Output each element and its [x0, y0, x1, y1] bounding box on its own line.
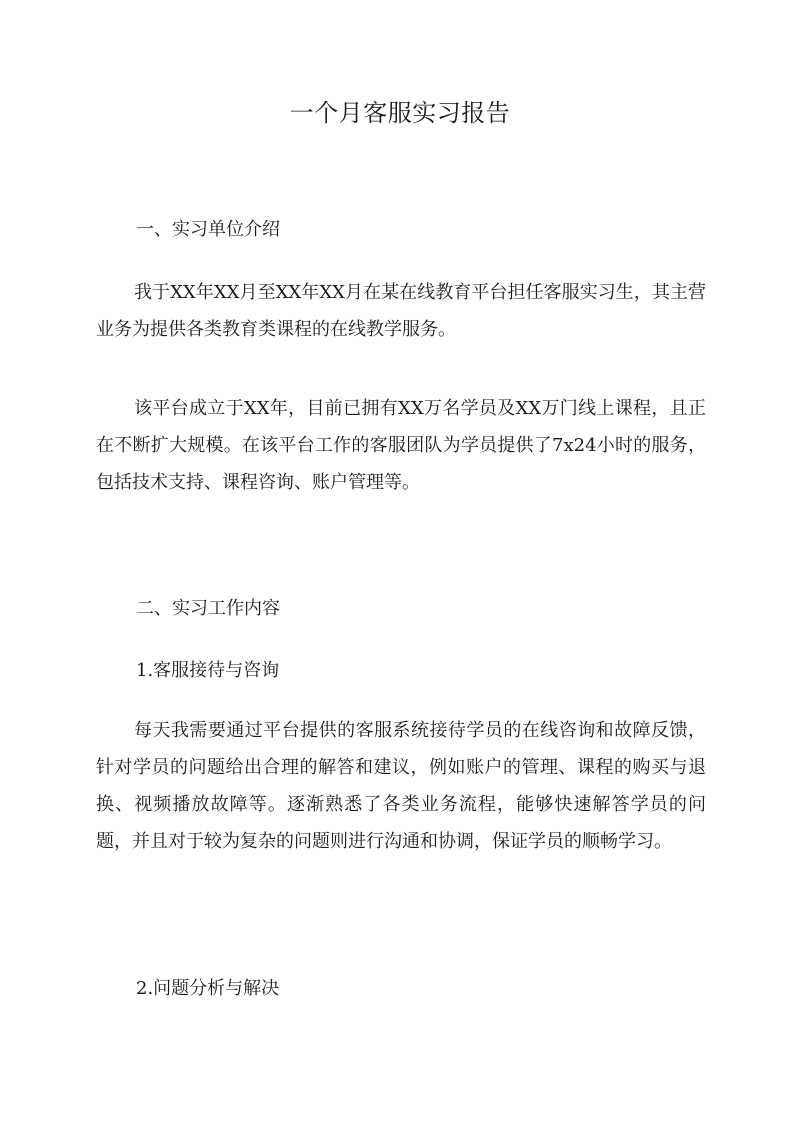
- paragraph-reception-details: 每天我需要通过平台提供的客服系统接待学员的在线咨询和故障反馈，针对学员的问题给出合理的解答和建议，例如账户的管理、课程的购买与退换、视频播放故障等。逐渐熟悉了各类业务流程，能够快速解答学员的问题，并且对于较为复杂的问题则进行沟通和协调，保证学员的顺畅学习。: [96, 720, 706, 852]
- document-title: 一个月客服实习报告: [289, 99, 511, 127]
- section-heading-unit-intro: 一、实习单位介绍: [136, 219, 280, 240]
- subsection-heading-reception: 1.客服接待与咨询: [136, 660, 280, 681]
- paragraph-internship-period: 我于XX年XX月至XX年XX月在某在线教育平台担任客服实习生，其主营业务为提供各类教育类课程的在线教学服务。: [96, 282, 706, 340]
- paragraph-platform-intro: 该平台成立于XX年，目前已拥有XX万名学员及XX万门线上课程，且正在不断扩大规模。在该平台工作的客服团队为学员提供了7x24小时的服务，包括技术支持、课程咨询、账户管理等。: [96, 398, 706, 493]
- section-heading-work-content: 二、实习工作内容: [136, 598, 280, 619]
- subsection-heading-problem-solving: 2.问题分析与解决: [136, 978, 280, 999]
